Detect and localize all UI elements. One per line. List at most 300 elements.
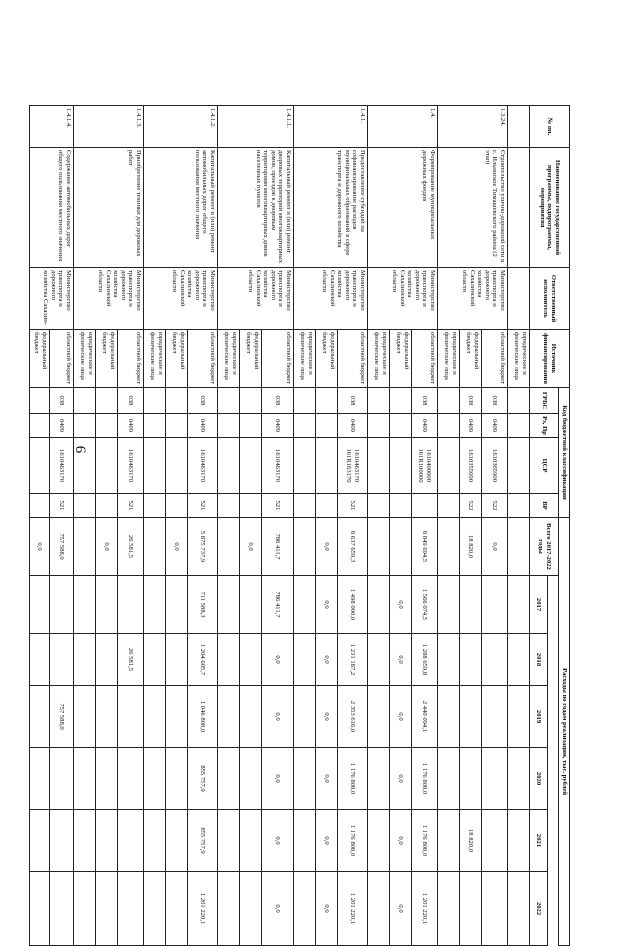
cell-year-value xyxy=(294,634,316,686)
cell-csr xyxy=(508,438,530,494)
col-grbs-header: ГРБС xyxy=(530,388,559,414)
cell-year-value: 0,0 xyxy=(390,634,412,686)
cell-rzpr: 0409 xyxy=(118,414,144,438)
cell-year-value xyxy=(218,810,240,872)
cell-csr: 1610400000 161R100000 xyxy=(412,438,438,494)
cell-csr xyxy=(294,438,316,494)
cell-year-value: 0,0 xyxy=(316,810,338,872)
col-expenses-header: Расходы по годам реализации, тыс. рублей xyxy=(559,518,570,946)
cell-source: юридические и физические лица xyxy=(368,330,390,388)
cell-source: юридические и физические лица xyxy=(294,330,316,388)
cell-year-value xyxy=(166,634,188,686)
cell-csr xyxy=(390,438,412,494)
cell-year-value: 1 231 187,2 xyxy=(338,634,368,686)
cell-year-value: 0,0 xyxy=(262,872,294,946)
table-body xyxy=(30,106,530,946)
cell-year-value: 0,0 xyxy=(262,634,294,686)
cell-year-value xyxy=(460,748,482,810)
cell-source: юридические и физические лица xyxy=(218,330,240,388)
cell-year-value xyxy=(144,872,166,946)
cell-year-value xyxy=(218,686,240,748)
table-row xyxy=(338,106,368,946)
cell-total xyxy=(74,518,96,576)
cell-source: федеральный бюджет xyxy=(240,330,262,388)
cell-vr: 521 xyxy=(338,494,368,518)
cell-year-value: 1 176 808,0 xyxy=(412,748,438,810)
cell-total: 18 820,0 xyxy=(460,518,482,576)
cell-year-value xyxy=(96,872,118,946)
cell-rzpr: 0409 xyxy=(262,414,294,438)
cell-source: юридические и физические лица xyxy=(438,330,460,388)
table-row xyxy=(482,106,508,946)
cell-year-value xyxy=(96,810,118,872)
cell-year-value xyxy=(30,686,50,748)
cell-vr: 521 xyxy=(188,494,218,518)
cell-year-value xyxy=(74,634,96,686)
col-csr-header: ЦСР xyxy=(530,438,559,494)
table-row xyxy=(118,106,144,946)
cell-year-value: 0,0 xyxy=(316,576,338,634)
cell-grbs xyxy=(390,388,412,414)
cell-rzpr: 0409 xyxy=(460,414,482,438)
cell-vr: 522 xyxy=(460,494,482,518)
cell-year-value xyxy=(240,686,262,748)
cell-executor: Министерство транспорта и дорожного хозяйства Сахалинской области xyxy=(144,268,218,330)
cell-year-value xyxy=(166,576,188,634)
cell-grbs: 038 xyxy=(50,388,74,414)
cell-year-value xyxy=(508,686,530,748)
cell-rzpr: 0409 xyxy=(338,414,368,438)
cell-year-value xyxy=(50,576,74,634)
cell-grbs xyxy=(508,388,530,414)
cell-year-value: 2 353 616,0 xyxy=(338,686,368,748)
cell-year-value: 18 820,0 xyxy=(460,810,482,872)
cell-vr xyxy=(368,494,390,518)
cell-total: 26 581,5 xyxy=(118,518,144,576)
cell-vr xyxy=(74,494,96,518)
cell-year-value xyxy=(30,872,50,946)
cell-csr: 1610463170 xyxy=(188,438,218,494)
cell-no: 1.4.1.3. xyxy=(74,106,144,148)
cell-no: 1.4.1.4. xyxy=(30,106,74,148)
cell-year-value: 1 201 220,1 xyxy=(338,872,368,946)
cell-name: Содержание автомобильных дорог общего пользования местного значения xyxy=(30,148,74,268)
col-year-header: 2022 xyxy=(530,872,548,946)
cell-name xyxy=(508,148,530,268)
rotated-table-container xyxy=(33,105,570,945)
cell-grbs xyxy=(294,388,316,414)
col-source-header: Источник финансирования xyxy=(530,330,570,388)
cell-csr xyxy=(96,438,118,494)
cell-year-value xyxy=(368,686,390,748)
col-name-header: Наименование государственной программы, подпрограммы, мероприятия xyxy=(530,148,570,268)
cell-source: юридические и физические лица xyxy=(508,330,530,388)
cell-name: Строительство улично-дорожной сети в с. Ильинское Тимашевского района (2 этап) xyxy=(438,148,508,268)
cell-total: 757 588,0 xyxy=(50,518,74,576)
cell-csr: 1610463170 xyxy=(118,438,144,494)
cell-year-value xyxy=(30,634,50,686)
cell-year-value xyxy=(96,686,118,748)
cell-vr: 521 xyxy=(118,494,144,518)
col-total-header: Всего 2017-2022 годы xyxy=(530,518,559,576)
cell-source: федеральный бюджет xyxy=(390,330,412,388)
cell-grbs: 038 xyxy=(460,388,482,414)
table-row xyxy=(50,106,74,946)
cell-year-value xyxy=(30,748,50,810)
cell-no: 1.4.1.2. xyxy=(144,106,218,148)
cell-rzpr: 0409 xyxy=(412,414,438,438)
cell-rzpr xyxy=(294,414,316,438)
cell-source: юридические и физические лица xyxy=(74,330,96,388)
cell-grbs xyxy=(144,388,166,414)
cell-year-value xyxy=(482,576,508,634)
cell-source: федеральный бюджет xyxy=(166,330,188,388)
cell-grbs xyxy=(218,388,240,414)
col-no-header: № пп. xyxy=(530,106,570,148)
cell-total xyxy=(508,518,530,576)
cell-year-value: 786 411,7 xyxy=(262,576,294,634)
cell-year-value xyxy=(118,872,144,946)
cell-year-value xyxy=(144,810,166,872)
cell-year-value xyxy=(438,634,460,686)
cell-executor: Министерство транспорта и дорожного хозяйства Сахалинской области xyxy=(368,268,438,330)
cell-rzpr xyxy=(166,414,188,438)
cell-total: 8 637 659,3 xyxy=(338,518,368,576)
cell-year-value xyxy=(508,748,530,810)
cell-year-value xyxy=(218,576,240,634)
table-row xyxy=(262,106,294,946)
cell-year-value xyxy=(460,686,482,748)
cell-csr: 1610463170 161R163170 xyxy=(338,438,368,494)
cell-year-value xyxy=(30,810,50,872)
cell-year-value: 1 176 808,0 xyxy=(338,810,368,872)
cell-grbs xyxy=(30,388,50,414)
cell-year-value: 1 176 808,0 xyxy=(412,810,438,872)
cell-rzpr xyxy=(74,414,96,438)
cell-year-value xyxy=(74,686,96,748)
cell-year-value xyxy=(438,686,460,748)
cell-grbs xyxy=(166,388,188,414)
cell-year-value xyxy=(482,872,508,946)
cell-vr xyxy=(144,494,166,518)
col-year-header: 2020 xyxy=(530,748,548,810)
cell-source: федеральный бюджет xyxy=(460,330,482,388)
cell-total xyxy=(438,518,460,576)
cell-year-value xyxy=(144,634,166,686)
cell-source: областной бюджет xyxy=(50,330,74,388)
cell-vr xyxy=(240,494,262,518)
cell-year-value xyxy=(368,748,390,810)
cell-no: 1.4. xyxy=(368,106,438,148)
cell-vr xyxy=(30,494,50,518)
cell-vr xyxy=(294,494,316,518)
cell-rzpr: 0409 xyxy=(50,414,74,438)
cell-csr: 1610365900 xyxy=(482,438,508,494)
cell-csr xyxy=(240,438,262,494)
cell-year-value xyxy=(240,748,262,810)
cell-source: юридические и физические лица xyxy=(144,330,166,388)
cell-name: Приобретение техники для дорожных работ xyxy=(74,148,144,268)
cell-year-value xyxy=(218,748,240,810)
cell-year-value: 1 201 220,1 xyxy=(412,872,438,946)
cell-year-value: 0,0 xyxy=(390,576,412,634)
cell-year-value xyxy=(118,810,144,872)
cell-total xyxy=(294,518,316,576)
cell-year-value: 711 588,3 xyxy=(188,576,218,634)
cell-grbs: 038 xyxy=(412,388,438,414)
cell-total: 0,0 xyxy=(240,518,262,576)
col-year-header: 2019 xyxy=(530,686,548,748)
cell-year-value xyxy=(96,748,118,810)
cell-source: федеральный бюджет xyxy=(96,330,118,388)
cell-year-value: 0,0 xyxy=(316,748,338,810)
col-year-header: 2017 xyxy=(530,576,548,634)
cell-rzpr xyxy=(438,414,460,438)
cell-total xyxy=(218,518,240,576)
cell-year-value xyxy=(438,810,460,872)
page-number: 9 xyxy=(73,445,90,454)
cell-year-value: 1 046 808,0 xyxy=(188,686,218,748)
cell-total: 0,0 xyxy=(166,518,188,576)
cell-year-value xyxy=(74,748,96,810)
cell-grbs xyxy=(74,388,96,414)
cell-year-value: 0,0 xyxy=(316,634,338,686)
cell-total: 786 411,7 xyxy=(262,518,294,576)
col-budget-class-header: Код бюджетной классификации xyxy=(559,388,570,518)
cell-year-value xyxy=(460,634,482,686)
cell-name: Капитальный ремонт и (или) ремонт автомобильных дорог общего пользования местного значения xyxy=(144,148,218,268)
cell-csr xyxy=(438,438,460,494)
col-year-header: 2021 xyxy=(530,810,548,872)
cell-year-value xyxy=(294,748,316,810)
cell-rzpr xyxy=(368,414,390,438)
cell-year-value xyxy=(96,634,118,686)
cell-csr xyxy=(144,438,166,494)
cell-year-value xyxy=(118,748,144,810)
table-row xyxy=(188,106,218,946)
cell-year-value xyxy=(508,634,530,686)
cell-year-value xyxy=(50,634,74,686)
cell-no xyxy=(508,106,530,148)
cell-year-value: 0,0 xyxy=(316,686,338,748)
cell-vr: 521 xyxy=(50,494,74,518)
cell-rzpr xyxy=(144,414,166,438)
cell-vr xyxy=(412,494,438,518)
cell-rzpr xyxy=(508,414,530,438)
cell-year-value: 2 440 094,1 xyxy=(412,686,438,748)
cell-grbs: 038 xyxy=(188,388,218,414)
cell-year-value xyxy=(74,810,96,872)
cell-year-value: 1 204 605,7 xyxy=(188,634,218,686)
cell-year-value xyxy=(294,810,316,872)
cell-year-value xyxy=(240,634,262,686)
cell-csr xyxy=(166,438,188,494)
cell-year-value xyxy=(118,686,144,748)
cell-grbs: 038 xyxy=(118,388,144,414)
cell-year-value xyxy=(508,576,530,634)
cell-year-value xyxy=(218,872,240,946)
cell-source: областной бюджет xyxy=(188,330,218,388)
cell-executor: Министерство транспорта и дорожного хозяйства Сахалинской области xyxy=(218,268,294,330)
cell-year-value: 1 201 220,1 xyxy=(188,872,218,946)
cell-year-value xyxy=(508,810,530,872)
cell-source: областной бюджет xyxy=(118,330,144,388)
cell-year-value: 855 757,9 xyxy=(188,748,218,810)
cell-year-value: 0,0 xyxy=(316,872,338,946)
cell-year-value: 1 566 074,5 xyxy=(412,576,438,634)
cell-grbs xyxy=(368,388,390,414)
cell-year-value xyxy=(30,576,50,634)
cell-grbs: 038 xyxy=(338,388,368,414)
cell-year-value: 0,0 xyxy=(262,810,294,872)
cell-csr xyxy=(74,438,96,494)
cell-total: 0,0 xyxy=(316,518,338,576)
cell-year-value xyxy=(96,576,118,634)
cell-year-value xyxy=(294,872,316,946)
cell-year-value xyxy=(438,872,460,946)
cell-year-value xyxy=(368,576,390,634)
cell-grbs: 038 xyxy=(262,388,294,414)
cell-year-value xyxy=(368,634,390,686)
col-executor-header: Ответственный исполнитель xyxy=(530,268,570,330)
cell-csr: 1610355090 xyxy=(460,438,482,494)
cell-executor: Министерство транспорта и дорожного хозяйства Сахалин- xyxy=(30,268,74,330)
cell-no: 1.4.1.1. xyxy=(218,106,294,148)
cell-year-value xyxy=(508,872,530,946)
cell-year-value xyxy=(240,872,262,946)
cell-year-value xyxy=(294,686,316,748)
cell-year-value xyxy=(460,872,482,946)
cell-year-value xyxy=(166,748,188,810)
cell-rzpr xyxy=(218,414,240,438)
cell-year-value xyxy=(144,686,166,748)
cell-year-value: 757 588,0 xyxy=(50,686,74,748)
cell-total: 0,0 xyxy=(482,518,508,576)
cell-total xyxy=(368,518,390,576)
cell-year-value xyxy=(218,634,240,686)
cell-year-value: 26 581,5 xyxy=(118,634,144,686)
cell-csr xyxy=(30,438,50,494)
table-row xyxy=(508,106,530,946)
budget-table xyxy=(29,105,570,946)
cell-source: федеральный бюджет xyxy=(30,330,50,388)
cell-name: Капитальный ремонт и (или) ремонт дворовых территорий многоквартирных домов, проездов к дворовым территориям многоквартирных домов населенных пунктов xyxy=(218,148,294,268)
cell-vr: 522 xyxy=(482,494,508,518)
cell-grbs xyxy=(438,388,460,414)
cell-source: федеральный бюджет xyxy=(316,330,338,388)
cell-year-value: 0,0 xyxy=(262,686,294,748)
cell-name: Формирование муниципальных дорожных фондов xyxy=(368,148,438,268)
cell-year-value xyxy=(144,576,166,634)
col-rzpr-header: Рз, Пр xyxy=(530,414,559,438)
cell-rzpr xyxy=(96,414,118,438)
cell-rzpr: 0409 xyxy=(482,414,508,438)
cell-year-value xyxy=(482,686,508,748)
cell-year-value xyxy=(438,748,460,810)
cell-vr xyxy=(166,494,188,518)
cell-rzpr xyxy=(30,414,50,438)
cell-source: областной бюджет xyxy=(262,330,294,388)
cell-executor: Министерство транспорта и дорожного хозяйства Сахалинской области xyxy=(438,268,508,330)
col-year-header: 2018 xyxy=(530,634,548,686)
cell-vr xyxy=(96,494,118,518)
cell-total: 0,0 xyxy=(30,518,50,576)
cell-year-value: 0,0 xyxy=(390,810,412,872)
cell-year-value xyxy=(50,810,74,872)
table-row xyxy=(412,106,438,946)
cell-year-value xyxy=(482,810,508,872)
cell-year-value: 0,0 xyxy=(262,748,294,810)
cell-rzpr: 0409 xyxy=(188,414,218,438)
cell-source: областной бюджет xyxy=(338,330,368,388)
cell-vr: 521 xyxy=(262,494,294,518)
cell-year-value: 855 757,9 xyxy=(188,810,218,872)
cell-total: 5 875 737,9 xyxy=(188,518,218,576)
cell-vr xyxy=(438,494,460,518)
cell-source: областной бюджет xyxy=(482,330,508,388)
cell-year-value: 0,0 xyxy=(390,748,412,810)
cell-no: 1.3.24. xyxy=(438,106,508,148)
cell-csr xyxy=(316,438,338,494)
cell-year-value xyxy=(166,810,188,872)
cell-grbs xyxy=(316,388,338,414)
cell-total: 8 849 694,5 xyxy=(412,518,438,576)
cell-year-value xyxy=(118,576,144,634)
cell-year-value xyxy=(438,576,460,634)
cell-year-value: 1 498 000,0 xyxy=(338,576,368,634)
cell-year-value xyxy=(50,872,74,946)
cell-vr xyxy=(218,494,240,518)
cell-year-value xyxy=(166,872,188,946)
cell-csr xyxy=(368,438,390,494)
col-vr-header: ВР xyxy=(530,494,559,518)
cell-executor: Министерство транспорта и дорожного хозяйства Сахалинской области xyxy=(294,268,368,330)
cell-executor xyxy=(508,268,530,330)
cell-year-value: 0,0 xyxy=(390,872,412,946)
table-header xyxy=(530,106,570,946)
cell-year-value xyxy=(368,810,390,872)
cell-no: 1.4.1. xyxy=(294,106,368,148)
cell-year-value xyxy=(482,748,508,810)
cell-year-value xyxy=(482,634,508,686)
cell-total xyxy=(144,518,166,576)
cell-year-value xyxy=(144,748,166,810)
cell-year-value: 0,0 xyxy=(390,686,412,748)
cell-year-value xyxy=(166,686,188,748)
cell-year-value: 1 176 808,0 xyxy=(338,748,368,810)
cell-rzpr xyxy=(390,414,412,438)
cell-vr xyxy=(508,494,530,518)
cell-vr xyxy=(390,494,412,518)
cell-csr: 1610463170 xyxy=(50,438,74,494)
cell-year-value xyxy=(294,576,316,634)
cell-total xyxy=(390,518,412,576)
cell-year-value xyxy=(50,748,74,810)
cell-year-value xyxy=(74,872,96,946)
cell-grbs: 038 xyxy=(482,388,508,414)
cell-total: 0,0 xyxy=(96,518,118,576)
cell-year-value xyxy=(368,872,390,946)
cell-year-value xyxy=(460,576,482,634)
cell-rzpr xyxy=(316,414,338,438)
cell-vr xyxy=(316,494,338,518)
cell-grbs xyxy=(96,388,118,414)
cell-year-value xyxy=(74,576,96,634)
cell-year-value xyxy=(240,576,262,634)
cell-name: Предоставление субсидий на софинансирование расходов муниципальных образований в сфере транспорта и дорожного хозяйства xyxy=(294,148,368,268)
cell-csr: 1610463170 xyxy=(262,438,294,494)
cell-grbs xyxy=(240,388,262,414)
